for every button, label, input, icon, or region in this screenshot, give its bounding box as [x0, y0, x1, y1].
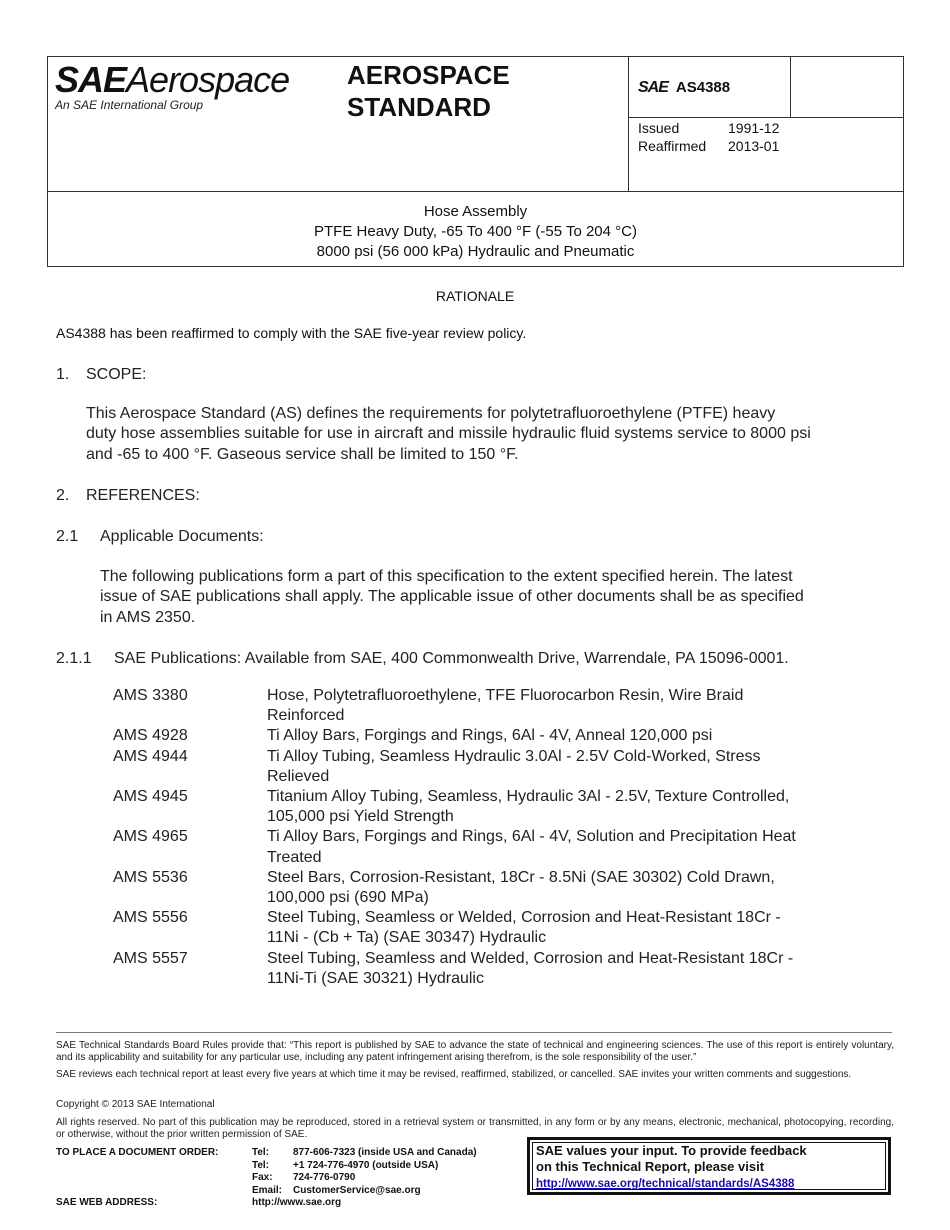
reference-row — [113, 868, 853, 908]
reference-code: AMS 5557 — [113, 949, 188, 967]
reference-description: Ti Alloy Tubing, Seamless Hydraulic 3.0Al - 2.5V Cold-Worked, Stress Relieved — [267, 747, 761, 785]
tel-label: Tel: — [252, 1159, 270, 1171]
logo-sae-text: SAE — [55, 59, 127, 100]
document-type — [347, 59, 510, 123]
paragraph-line: and -65 to 400 °F. Gaseous service shall be limited to 150 °F. — [86, 445, 519, 463]
footer-divider — [56, 1032, 892, 1033]
section-scope-heading — [56, 365, 147, 385]
reference-row — [113, 908, 853, 948]
reference-row — [113, 827, 853, 867]
logo-tagline: An SAE International Group — [55, 98, 204, 112]
reference-description: Ti Alloy Bars, Forgings and Rings, 6Al - 4V, Solution and Precipitation Heat Treated — [267, 828, 796, 866]
reference-code: AMS 4965 — [113, 828, 188, 846]
reference-code: AMS 3380 — [113, 687, 188, 704]
reference-code: AMS 5556 — [113, 909, 188, 927]
section-references-heading — [56, 486, 200, 506]
reference-code: AMS 4945 — [113, 788, 188, 806]
mini-sae-logo: SAE — [638, 79, 668, 96]
reaffirmed-label: Reaffirmed — [638, 138, 707, 154]
fax-value: 724-776-0790 — [293, 1172, 356, 1184]
paragraph-line: duty hose assemblies suitable for use in aircraft and missile hydraulic fluid systems service to 8000 psi — [86, 425, 811, 443]
header-divider — [629, 117, 904, 118]
section-sae-publications — [56, 649, 896, 669]
section-title: Applicable Documents: — [100, 528, 264, 545]
section-number: 2.1 — [56, 528, 79, 545]
reference-row — [113, 747, 853, 787]
scope-paragraph — [86, 404, 876, 465]
feedback-line2: on this Technical Report, please visit — [536, 1159, 765, 1174]
reference-row — [113, 726, 853, 746]
header-divider — [790, 57, 791, 117]
rationale-text: AS4388 has been reaffirmed to comply with the SAE five-year review policy. — [56, 325, 527, 341]
web-label: SAE WEB ADDRESS: — [56, 1197, 158, 1209]
title-line3: 8000 psi (56 000 kPa) Hydraulic and Pneumatic — [316, 243, 635, 260]
doc-number-text: AS4388 — [675, 79, 731, 96]
reference-row — [113, 686, 853, 726]
tel-value: +1 724-776-4970 (outside USA) — [293, 1159, 439, 1171]
footer-copyright: Copyright © 2013 SAE International — [56, 1099, 215, 1110]
issued-value: 1991-12 — [728, 120, 780, 136]
email-value: CustomerService@sae.org — [293, 1184, 421, 1196]
reference-description: Ti Alloy Bars, Forgings and Rings, 6Al - 4V, Anneal 120,000 psi — [267, 727, 713, 745]
reference-code: AMS 4928 — [113, 727, 188, 745]
reaffirmed-value: 2013-01 — [728, 138, 780, 154]
reference-description: Titanium Alloy Tubing, Seamless, Hydraulic 3Al - 2.5V, Texture Controlled, 105,000 psi Yield Strength — [267, 788, 790, 826]
issued-label: Issued — [638, 120, 680, 136]
paragraph-line: This Aerospace Standard (AS) defines the requirements for polytetrafluoroethylene (PTFE) heavy — [86, 405, 776, 422]
section-text: SAE Publications: Available from SAE, 400 Commonwealth Drive, Warrendale, PA 15096-0001. — [114, 650, 789, 667]
reference-code: AMS 4944 — [113, 747, 188, 765]
web-value: http://www.sae.org — [252, 1197, 342, 1209]
doc-type-line1: AEROSPACE — [347, 60, 510, 90]
paragraph-line: in AMS 2350. — [100, 608, 196, 626]
section-number: 2.1.1 — [56, 650, 92, 667]
reference-description: Hose, Polytetrafluoroethylene, TFE Fluorocarbon Resin, Wire Braid Reinforced — [267, 687, 744, 725]
footer-rules-text: SAE Technical Standards Board Rules provide that: “This report is published by SAE to advance the state of technical and engineering sciences. The use of this report is entirely voluntary, and its applicability and suitability for any particular use, including any patent infringement arising therefrom, is the sole responsibility of the user.” — [56, 1040, 894, 1063]
document-dates — [638, 119, 779, 155]
rationale-heading: RATIONALE — [435, 288, 515, 304]
section-number: 2. — [56, 487, 70, 504]
tel-label: Tel: — [252, 1147, 270, 1158]
email-label: Email: — [252, 1184, 283, 1196]
header-divider — [48, 191, 903, 192]
order-info — [56, 1147, 477, 1210]
title-line2: PTFE Heavy Duty, -65 To 400 °F (-55 To 204 °C) — [314, 223, 637, 240]
section-title: SCOPE: — [86, 366, 147, 383]
document-header — [47, 56, 904, 267]
fax-label: Fax: — [252, 1172, 273, 1184]
applicable-paragraph — [100, 567, 880, 628]
reference-description: Steel Tubing, Seamless and Welded, Corrosion and Heat-Resistant 18Cr - 11Ni-Ti (SAE 30321) Hydraulic — [267, 949, 794, 987]
feedback-box — [527, 1137, 891, 1195]
reference-code: AMS 5536 — [113, 868, 188, 886]
reference-description: Steel Tubing, Seamless or Welded, Corrosion and Heat-Resistant 18Cr - 11Ni - (Cb + Ta) (SAE 30347) Hydraulic — [267, 909, 781, 947]
footer-rights-text: All rights reserved. No part of this publication may be reproduced, stored in a retrieval system or transmitted, in any form or by any means, electronic, mechanical, photocopying, recording, or otherwise, without the prior written permission of SAE. — [56, 1117, 894, 1140]
logo-aerospace-text: Aerospace — [126, 59, 290, 100]
paragraph-line: issue of SAE publications shall apply. The applicable issue of other documents shall be as specified — [100, 588, 804, 606]
feedback-link[interactable]: http://www.sae.org/technical/standards/AS4388 — [536, 1178, 795, 1190]
section-number: 1. — [56, 366, 70, 383]
feedback-line1: SAE values your input. To provide feedback — [536, 1143, 807, 1158]
section-applicable-heading — [56, 527, 264, 547]
section-title: REFERENCES: — [86, 487, 200, 504]
doc-type-line2: STANDARD — [347, 92, 491, 122]
sae-aerospace-logo — [55, 59, 290, 112]
reference-row — [113, 949, 853, 989]
reference-list — [113, 686, 853, 989]
header-divider — [628, 57, 629, 191]
footer-review-text: SAE reviews each technical report at least every five years at which time it may be revised, reaffirmed, stabilized, or cancelled. SAE invites your written comments and suggestions. — [56, 1069, 852, 1080]
title-line1: Hose Assembly — [423, 203, 528, 220]
reference-description: Steel Bars, Corrosion-Resistant, 18Cr - 8.5Ni (SAE 30302) Cold Drawn, 100,000 psi (690 MPa) — [267, 868, 775, 907]
tel-value: 877-606-7323 (inside USA and Canada) — [293, 1147, 477, 1158]
paragraph-line: The following publications form a part of this specification to the extent specified herein. The latest — [100, 568, 793, 585]
document-title — [48, 202, 903, 262]
order-label: TO PLACE A DOCUMENT ORDER: — [56, 1147, 219, 1158]
reference-row — [113, 787, 853, 827]
document-number — [638, 79, 730, 97]
